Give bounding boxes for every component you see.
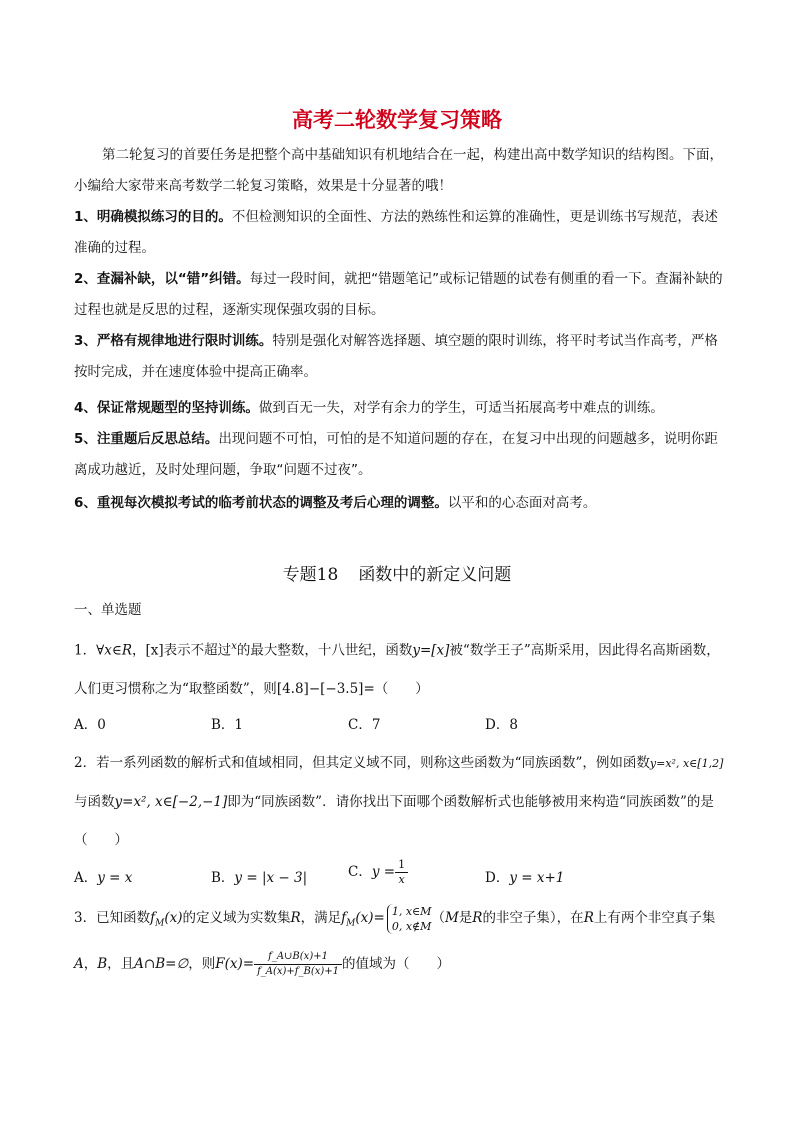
tip-6-text: 以平和的心态面对高考。 [447,495,597,511]
q3-text-10: ，则 [188,955,216,972]
q3-math-3: (x) [164,910,183,926]
tip-5-heading: 5、注重题后反思总结。 [74,431,219,447]
q2-option-a-label: A． [74,870,98,886]
q2-text-3: 即为“同族函数”．请你找出下面哪个函数解析式也能够被用来构造“同族函数”的是（ ） [74,794,714,848]
question-2 [74,744,726,859]
q1-text-2: ，[x]表示不超过 [132,642,232,659]
q3-math-11: A [74,955,84,972]
q1-option-c[interactable]: C．7 [348,717,381,733]
q3-math-14: F(x)= [215,955,255,972]
q3-text-5: 是 [458,910,473,926]
q1-text-1: 1．∀ [74,642,105,659]
q3-fraction [254,950,342,979]
q1-math-3: y=[x] [412,642,450,659]
tip-5 [74,424,726,486]
question-2-options [74,858,726,890]
q3-text-7: 上有两个非空真子集 [593,910,716,926]
piecewise-brace [387,904,432,934]
tip-2-text: 每过一段时间，就把“错题笔记”或标记错题的试卷有侧重的看一下。查漏补缺的过程也就是反思的过程，逐渐实现保强攻弱的目标。 [74,271,723,318]
q3-math-10: R [583,910,594,926]
q2-option-a-math: y = x [97,870,133,886]
q2-text-1: 2．若一系列函数的解析式和值域相同，但其定义域不同，则称这些函数为“同族函数”，例如函数 [74,755,650,771]
fraction-denominator: x [398,873,405,886]
q3-math-5: f [341,910,347,926]
q3-math-9: R [472,910,483,926]
q3-math-6: M [346,918,356,929]
piecewise-case-1: 1, x∈M [391,904,432,918]
question-1 [74,628,726,708]
q2-option-d-label: D． [485,870,510,886]
q3-text-8: ， [83,955,98,972]
q3-math-1: f [150,910,156,926]
question-3 [74,898,726,984]
tip-5-text: 出现问题不可怕，可怕的是不知道问题的存在，在复习中出现的问题越多，说明你距离成功越近，及时处理问题，争取“问题不过夜”。 [74,431,718,478]
q2-option-c[interactable] [348,858,408,887]
q2-option-b-label: B． [211,870,235,886]
page-title: 高考二轮数学复习策略 [292,108,502,132]
intro-text: 第二轮复习的首要任务是把整个高中基础知识有机地结合在一起，构建出高中数学知识的结构图。下面，小编给大家带来高考数学二轮复习策略，效果是十分显著的哦！ [74,147,723,194]
fraction-numerator: 1 [395,858,408,873]
q3-math-7: (x)= [355,910,385,926]
q2-option-b[interactable] [211,866,307,886]
section-heading: 一、单选题 [74,602,142,618]
q3-fraction-denominator: f_A(x)+f_B(x)+1 [257,965,340,977]
topic-heading [0,560,794,585]
q2-option-c-math: y = [371,864,396,880]
q3-math-8: M [444,910,459,926]
q2-option-d-math: y = x+1 [509,870,565,886]
q2-option-b-math: y = |x − 3| [234,870,308,886]
q2-option-d[interactable] [485,866,564,886]
q1-math-4: [4.8]−[−3.5]= [276,680,375,697]
tip-3-heading: 3、严格有规律地进行限时训练。 [74,333,273,349]
q2-option-c-fraction [395,858,408,887]
q3-math-2: M [155,918,165,929]
q3-text-2: 的定义域为实数集 [182,910,291,926]
q3-math-13: A∩B=∅ [134,955,189,972]
tip-3 [74,326,726,388]
question-1-options [74,713,726,737]
q1-math-2: x [231,641,237,652]
q1-option-b[interactable]: B．1 [211,717,244,733]
tip-4 [74,393,726,424]
q3-text-9: ，且 [107,955,135,972]
q2-option-c-label: C． [348,864,372,880]
tip-2-heading: 2、查漏补缺，以“错”纠错。 [74,271,250,287]
tip-1-heading: 1、明确模拟练习的目的。 [74,209,232,225]
q3-text-6: 的非空子集），在 [482,910,584,926]
q2-math-2: y=x², x∈[−2,−1] [114,794,228,810]
tip-6-heading: 6、重视每次模拟考试的临考前状态的调整及考后心理的调整。 [74,495,448,511]
topic-name: 函数中的新定义问题 [358,565,512,585]
piecewise-case-2: 0, x∉M [391,919,432,933]
tip-3-text: 特别是强化对解答选择题、填空题的限时训练，将平时考试当作高考，严格按时完成，并在速度体验中提高正确率。 [74,333,718,380]
tip-6 [74,488,726,519]
q2-option-a[interactable] [74,866,132,886]
tip-2 [74,264,726,326]
q3-text-1: 3．已知函数 [74,910,151,926]
q1-option-d[interactable]: D．8 [485,717,518,733]
q1-text-3: 的最大整数，十八世纪，函数 [236,642,413,659]
q2-text-2: 与函数 [74,794,115,810]
q1-option-a[interactable]: A．0 [74,717,106,733]
topic-label: 专题18 [282,565,339,585]
tip-4-heading: 4、保证常规题型的坚持训练。 [74,400,259,416]
tip-1 [74,202,726,264]
q3-math-4: R [290,910,301,926]
q1-math-1: x∈R [104,642,133,659]
intro-paragraph [74,140,726,202]
q2-math-1: y=x², x∈[1,2] [649,757,724,770]
q1-text-4: 被“数学王子”高斯采用，因此得名高斯函数，人们更习惯称之为“取整函数”，则 [74,642,720,697]
q3-text-3: ，满足 [300,910,342,926]
q1-text-5: （ ） [374,680,429,697]
q3-fraction-numerator: f_A∪B(x)+1 [254,950,342,965]
tip-1-text: 不但检测知识的全面性、方法的熟练性和运算的准确性，更是训练书写规范，表述准确的过程。 [74,209,718,256]
q3-text-11: 的值域为（ ） [342,955,451,972]
q3-math-12: B [97,955,108,972]
tip-4-text: 做到百无一失，对学有余力的学生，可适当拓展高考中难点的训练。 [258,400,664,416]
q3-text-4: （ [431,910,445,926]
